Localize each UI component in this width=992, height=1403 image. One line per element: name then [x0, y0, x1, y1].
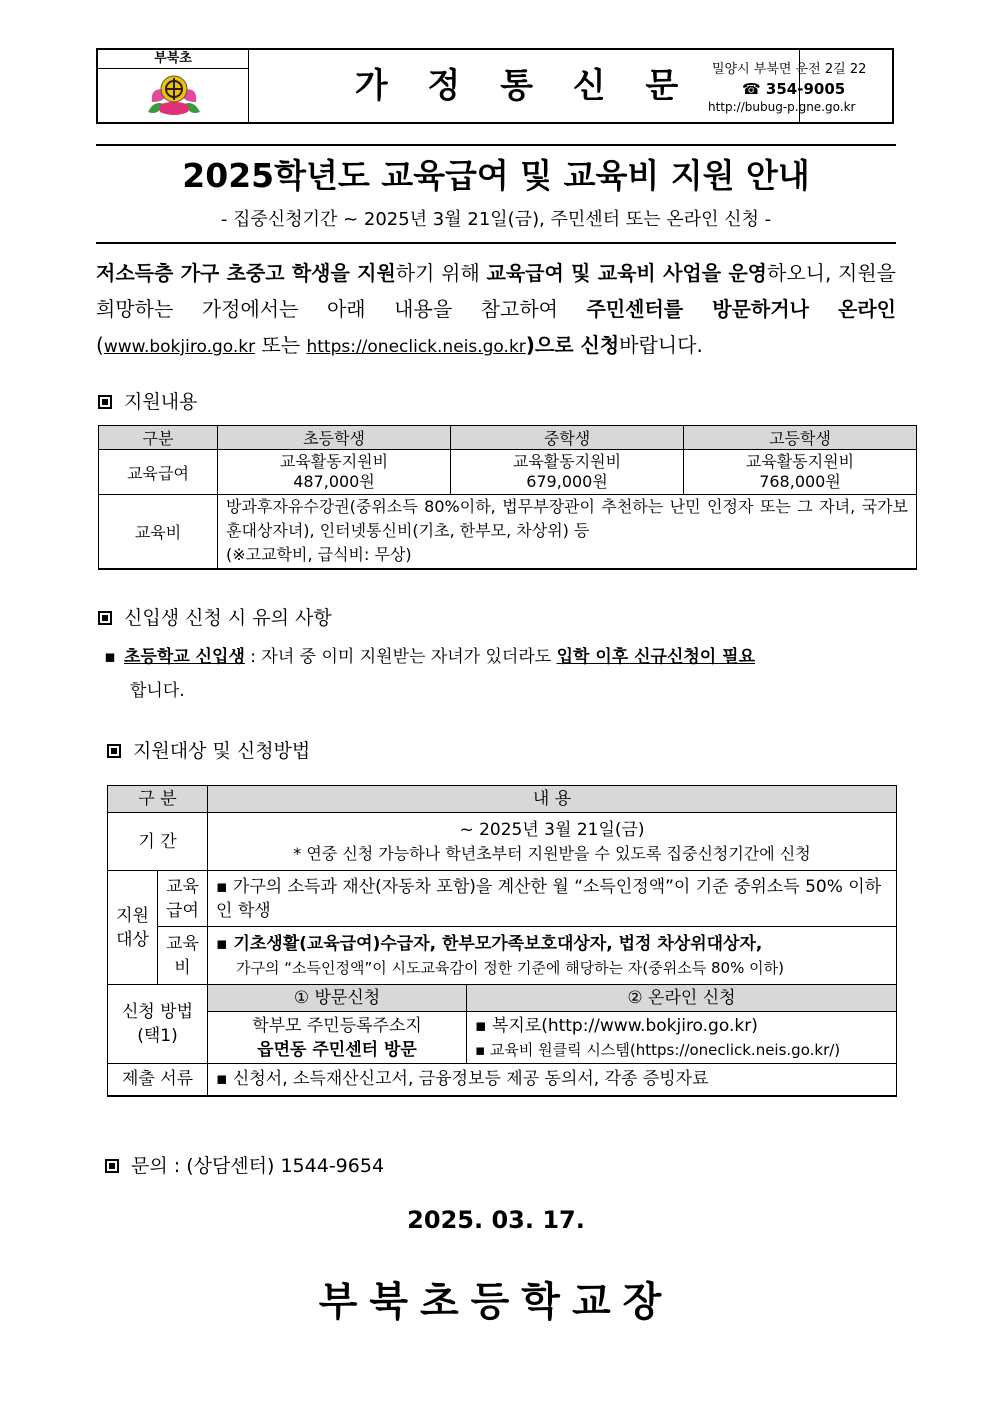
oneclick-link[interactable]: https://oneclick.neis.go.kr — [306, 337, 526, 357]
section-support-heading — [98, 387, 197, 414]
school-logo-area — [98, 50, 249, 122]
edu-cost-criteria-line1: ▪ 기초생활(교육급여)수급자, 한부모가족보호대상자, 법정 차상위대상자, — [216, 933, 763, 954]
table-cell — [684, 450, 917, 495]
table-cell — [451, 450, 684, 495]
intro-paragraph — [96, 255, 896, 365]
amount-elementary: 487,000원 — [293, 472, 375, 491]
school-url[interactable]: http://bubug-p.gne.go.kr — [708, 100, 856, 114]
intro-text-4: 또는 — [255, 333, 307, 357]
notice-item — [96, 640, 896, 708]
intro-text-1: 하기 위해 — [395, 261, 487, 285]
page-title: 2025학년도 교육급여 및 교육비 지원 안내 — [182, 156, 810, 195]
section-square-icon — [98, 611, 112, 625]
table-header: 구분 — [99, 426, 218, 450]
edu-cost-note: (※고교학비, 급식비: 무상) — [226, 545, 412, 565]
table-cell — [218, 450, 451, 495]
notice-label: 초등학교 신입생 — [124, 647, 245, 667]
edu-cost-text: 방과후자유수강권(중위소득 80%이하, 법무부장관이 추천하는 난민 인정자 또는 그 자녀, 국가보훈대상자녀), 인터넷통신비(기초, 한부모, 차상위) 등 — [226, 497, 908, 541]
period-content — [208, 813, 897, 871]
cell-item: 교육활동지원비 — [745, 452, 855, 471]
docs-content: ▪ 신청서, 소득재산신고서, 금융정보등 제공 동의서, 각종 증빙자료 — [208, 1064, 897, 1096]
title-bottom-divider — [96, 242, 896, 244]
bokjiro-link[interactable]: www.bokjiro.go.kr — [103, 337, 256, 357]
intro-text-3: ( — [96, 333, 104, 357]
newsletter-title: 가 정 통 신 문 — [354, 66, 693, 106]
row-label-target: 지원 대상 — [108, 871, 158, 985]
online-header: ② 온라인 신청 — [467, 985, 897, 1012]
page-subtitle: - 집중신청기간 ~ 2025년 3월 21일(금), 주민센터 또는 온라인 신청 - — [220, 209, 772, 230]
section-method-title: 지원대상 및 신청방법 — [133, 740, 311, 762]
notice-emphasis: 입학 이후 신규신청이 필요 — [556, 647, 755, 667]
period-note: * 연중 신청 가능하나 학년초부터 지원받을 수 있도록 집중신청기간에 신청 — [293, 843, 811, 863]
visit-content — [208, 1012, 467, 1064]
row-label-apply: 신청 방법 (택1) — [108, 985, 208, 1064]
online-line-oneclick[interactable]: ▪ 교육비 원클릭 시스템(https://oneclick.neis.go.kr/) — [475, 1040, 841, 1059]
section-notice-title: 신입생 신청 시 유의 사항 — [124, 607, 332, 629]
visit-header: ① 방문신청 — [208, 985, 467, 1012]
intro-emphasis-3: 주민센터를 방문하거나 온라인 — [586, 297, 897, 321]
row-label-edu-cost: 교육 비 — [158, 927, 208, 985]
amount-high: 768,000원 — [759, 472, 841, 491]
edu-cost-criteria — [208, 927, 897, 985]
section-square-icon — [105, 1159, 119, 1173]
method-table — [107, 785, 897, 1097]
support-table — [98, 425, 917, 570]
cell-item: 교육활동지원비 — [279, 452, 389, 471]
table-header: 중학생 — [451, 426, 684, 450]
table-header: 초등학생 — [218, 426, 451, 450]
row-label-docs: 제출 서류 — [108, 1064, 208, 1096]
school-address: 밀양시 부북면 운전 2길 22 — [712, 62, 867, 77]
row-label-period: 기 간 — [108, 813, 208, 871]
section-square-icon — [107, 744, 121, 758]
online-line-bokjiro[interactable]: ▪ 복지로(http://www.bokjiro.go.kr) — [475, 1015, 758, 1036]
intro-text-5: 바랍니다. — [619, 333, 703, 357]
period-date: ~ 2025년 3월 21일(금) — [459, 819, 645, 840]
notice-text: : 자녀 중 이미 지원받는 자녀가 있더라도 — [244, 647, 557, 667]
intro-emphasis-2: 교육급여 및 교육비 사업을 운영 — [486, 261, 767, 285]
table-header: 고등학생 — [684, 426, 917, 450]
visit-line: 읍면동 주민센터 방문 — [257, 1039, 417, 1060]
cell-item: 교육활동지원비 — [512, 452, 622, 471]
intro-text-2: 하오니, 지원을 희망하는 가정에서는 아래 내용을 참고하여 — [96, 261, 896, 321]
edu-cost-description — [218, 495, 917, 569]
school-phone: ☎ 354-9005 — [742, 80, 846, 98]
bullet: ▪ — [104, 647, 116, 667]
title-top-divider — [96, 144, 896, 146]
table-header: 구 분 — [108, 786, 208, 813]
school-emblem-icon — [144, 72, 204, 120]
section-method-heading — [107, 736, 310, 763]
section-square-icon — [98, 395, 112, 409]
principal-signature: 부북초등학교장 — [318, 1279, 674, 1325]
edu-cost-criteria-line2: 가구의 “소득인정액”이 시도교육감이 정한 기준에 해당하는 자(중위소득 80% 이하) — [236, 958, 784, 977]
intro-emphasis-1: 저소득층 가구 초중고 학생을 지원 — [96, 261, 396, 285]
edu-benefit-criteria: ▪ 가구의 소득과 재산(자동차 포함)을 계산한 월 “소득인정액”이 기준 중위소득 50% 이하인 학생 — [208, 871, 897, 927]
issue-date: 2025. 03. 17. — [407, 1206, 585, 1234]
amount-middle: 679,000원 — [526, 472, 608, 491]
visit-line: 학부모 주민등록주소지 — [252, 1015, 422, 1036]
section-notice-heading — [98, 603, 332, 630]
notice-text-end: 합니다. — [130, 681, 185, 701]
online-content — [467, 1012, 897, 1064]
intro-emphasis-4: )으로 신청 — [525, 333, 620, 357]
contact-text: 문의 : (상담센터) 1544-9654 — [131, 1155, 385, 1177]
row-label-edu-cost: 교육비 — [99, 495, 218, 569]
school-short-name: 부북초 — [98, 50, 248, 69]
section-support-title: 지원내용 — [124, 391, 198, 413]
table-header: 내 용 — [208, 786, 897, 813]
contact-info — [105, 1151, 384, 1178]
row-label-edu-benefit: 교육 급여 — [158, 871, 208, 927]
row-label-edu-benefit: 교육급여 — [99, 450, 218, 495]
